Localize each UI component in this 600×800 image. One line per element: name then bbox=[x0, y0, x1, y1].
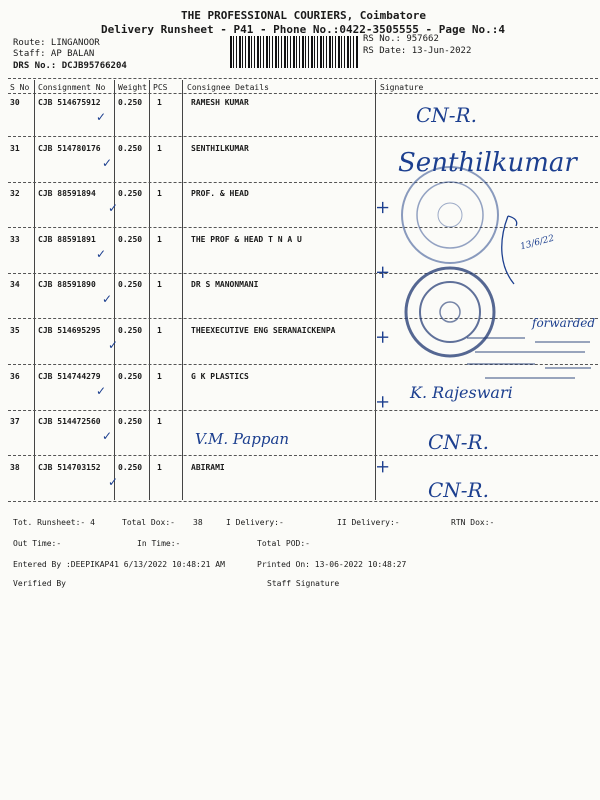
row-consignee: G K PLASTICS bbox=[191, 372, 249, 381]
row-sno: 34 bbox=[10, 280, 20, 289]
signature-row-38: CN-R. bbox=[428, 478, 489, 502]
row-consignment: CJB 88591890 bbox=[38, 280, 96, 289]
signature-row-31: Senthilkumar bbox=[398, 148, 577, 178]
total-pod: Total POD:- bbox=[257, 539, 310, 548]
staff-label: Staff: AP BALAN bbox=[13, 49, 95, 59]
row-weight: 0.250 bbox=[118, 144, 143, 153]
tick-mark: ✓ bbox=[102, 429, 113, 443]
printed-on: Printed On: 13-06-2022 10:48:27 bbox=[257, 560, 407, 569]
row-weight: 0.250 bbox=[118, 372, 143, 381]
signature-bracket bbox=[496, 212, 571, 292]
row-consignment: CJB 88591891 bbox=[38, 235, 96, 244]
in-time: In Time:- bbox=[137, 539, 181, 548]
row-sno: 33 bbox=[10, 235, 20, 244]
row-sno: 32 bbox=[10, 189, 20, 198]
row-consignment: CJB 514695295 bbox=[38, 326, 101, 335]
col-divider bbox=[182, 80, 183, 500]
ii-delivery: II Delivery:- bbox=[337, 518, 400, 527]
header-top-rule bbox=[8, 78, 598, 79]
row-sno: 31 bbox=[10, 144, 20, 153]
entered-by: Entered By :DEEPIKAP41 6/13/2022 10:48:21 AM bbox=[13, 560, 225, 569]
signature-row-33: 13/6/22 bbox=[519, 233, 556, 253]
tamil-seal-text bbox=[465, 330, 595, 385]
total-dox-label: Total Dox:- bbox=[122, 518, 175, 527]
rtn-dox: RTN Dox:- bbox=[451, 518, 495, 527]
row-consignment: CJB 514703152 bbox=[38, 463, 101, 472]
row-consignee: PROF. & HEAD bbox=[191, 189, 249, 198]
row-separator bbox=[8, 136, 598, 137]
tick-mark: ✓ bbox=[102, 156, 113, 170]
row-pcs: 1 bbox=[157, 144, 162, 153]
tick-mark: ✓ bbox=[96, 384, 107, 398]
col-weight: Weight bbox=[118, 83, 147, 92]
row-separator bbox=[8, 501, 598, 502]
row-sno: 38 bbox=[10, 463, 20, 472]
row-weight: 0.250 bbox=[118, 98, 143, 107]
col-divider bbox=[149, 80, 150, 500]
row-pcs: 1 bbox=[157, 326, 162, 335]
tick-mark: ✓ bbox=[108, 338, 119, 352]
row-consignment: CJB 514744279 bbox=[38, 372, 101, 381]
row-weight: 0.250 bbox=[118, 189, 143, 198]
tick-mark: ✓ bbox=[108, 201, 119, 215]
col-sno: S No bbox=[10, 83, 30, 92]
col-signature: Signature bbox=[380, 83, 424, 92]
rs-date: RS Date: 13-Jun-2022 bbox=[363, 46, 472, 56]
row-consignment: CJB 514675912 bbox=[38, 98, 101, 107]
total-dox-value: 38 bbox=[193, 518, 203, 527]
row-separator bbox=[8, 182, 598, 183]
col-divider bbox=[114, 80, 115, 500]
drs-label: DRS No.: DCJB95766204 bbox=[13, 61, 127, 71]
tick-mark: ✓ bbox=[102, 292, 113, 306]
row-sno: 36 bbox=[10, 372, 20, 381]
margin-marks: + + + + + bbox=[372, 200, 393, 497]
barcode bbox=[230, 36, 358, 68]
row-separator bbox=[8, 318, 598, 319]
row-weight: 0.250 bbox=[118, 463, 143, 472]
route-label: Route: LINGANOOR bbox=[13, 38, 100, 48]
col-consignee: Consignee Details bbox=[187, 83, 269, 92]
row-sno: 30 bbox=[10, 98, 20, 107]
col-consignment: Consignment No bbox=[38, 83, 106, 92]
row-consignment: CJB 88591894 bbox=[38, 189, 96, 198]
row-pcs: 1 bbox=[157, 189, 162, 198]
signature-row-36: K. Rajeswari bbox=[410, 383, 513, 402]
row-sno: 35 bbox=[10, 326, 20, 335]
runsheet-subtitle: Delivery Runsheet - P41 - Phone No.:0422-3505555 - Page No.:4 bbox=[101, 23, 505, 36]
row-separator bbox=[8, 455, 598, 456]
row-consignee: THE PROF & HEAD T N A U bbox=[191, 235, 302, 244]
col-pcs: PCS bbox=[153, 83, 168, 92]
tick-mark: ✓ bbox=[96, 247, 107, 261]
rs-number: RS No.: 957662 bbox=[363, 34, 439, 44]
row-pcs: 1 bbox=[157, 98, 162, 107]
row-consignment: CJB 514780176 bbox=[38, 144, 101, 153]
row-pcs: 1 bbox=[157, 235, 162, 244]
handwritten-name-row-37: V.M. Pappan bbox=[195, 430, 290, 448]
row-pcs: 1 bbox=[157, 372, 162, 381]
tot-runsheet: Tot. Runsheet:- 4 bbox=[13, 518, 95, 527]
col-divider bbox=[34, 80, 35, 500]
header-bottom-rule bbox=[8, 93, 598, 94]
company-title: THE PROFESSIONAL COURIERS, Coimbatore bbox=[181, 9, 427, 22]
tick-mark: ✓ bbox=[96, 110, 107, 124]
row-weight: 0.250 bbox=[118, 235, 143, 244]
row-separator bbox=[8, 410, 598, 411]
tick-mark: ✓ bbox=[108, 475, 119, 489]
row-weight: 0.250 bbox=[118, 417, 143, 426]
out-time: Out Time:- bbox=[13, 539, 62, 548]
i-delivery: I Delivery:- bbox=[226, 518, 284, 527]
staff-signature: Staff Signature bbox=[267, 579, 340, 588]
row-consignee: SENTHILKUMAR bbox=[191, 144, 249, 153]
row-pcs: 1 bbox=[157, 463, 162, 472]
row-weight: 0.250 bbox=[118, 280, 143, 289]
row-consignee: THEEXECUTIVE ENG SERANAICKENPA bbox=[191, 326, 336, 335]
verified-by: Verified By bbox=[13, 579, 66, 588]
row-weight: 0.250 bbox=[118, 326, 143, 335]
row-consignee: ABIRAMI bbox=[191, 463, 225, 472]
row-pcs: 1 bbox=[157, 280, 162, 289]
row-sno: 37 bbox=[10, 417, 20, 426]
signature-row-30: CN-R. bbox=[416, 103, 477, 127]
signature-row-35: forwarded bbox=[532, 316, 596, 330]
row-consignee: RAMESH KUMAR bbox=[191, 98, 249, 107]
signature-row-37: CN-R. bbox=[428, 430, 489, 454]
row-consignment: CJB 514472560 bbox=[38, 417, 101, 426]
row-pcs: 1 bbox=[157, 417, 162, 426]
row-consignee: DR S MANONMANI bbox=[191, 280, 259, 289]
